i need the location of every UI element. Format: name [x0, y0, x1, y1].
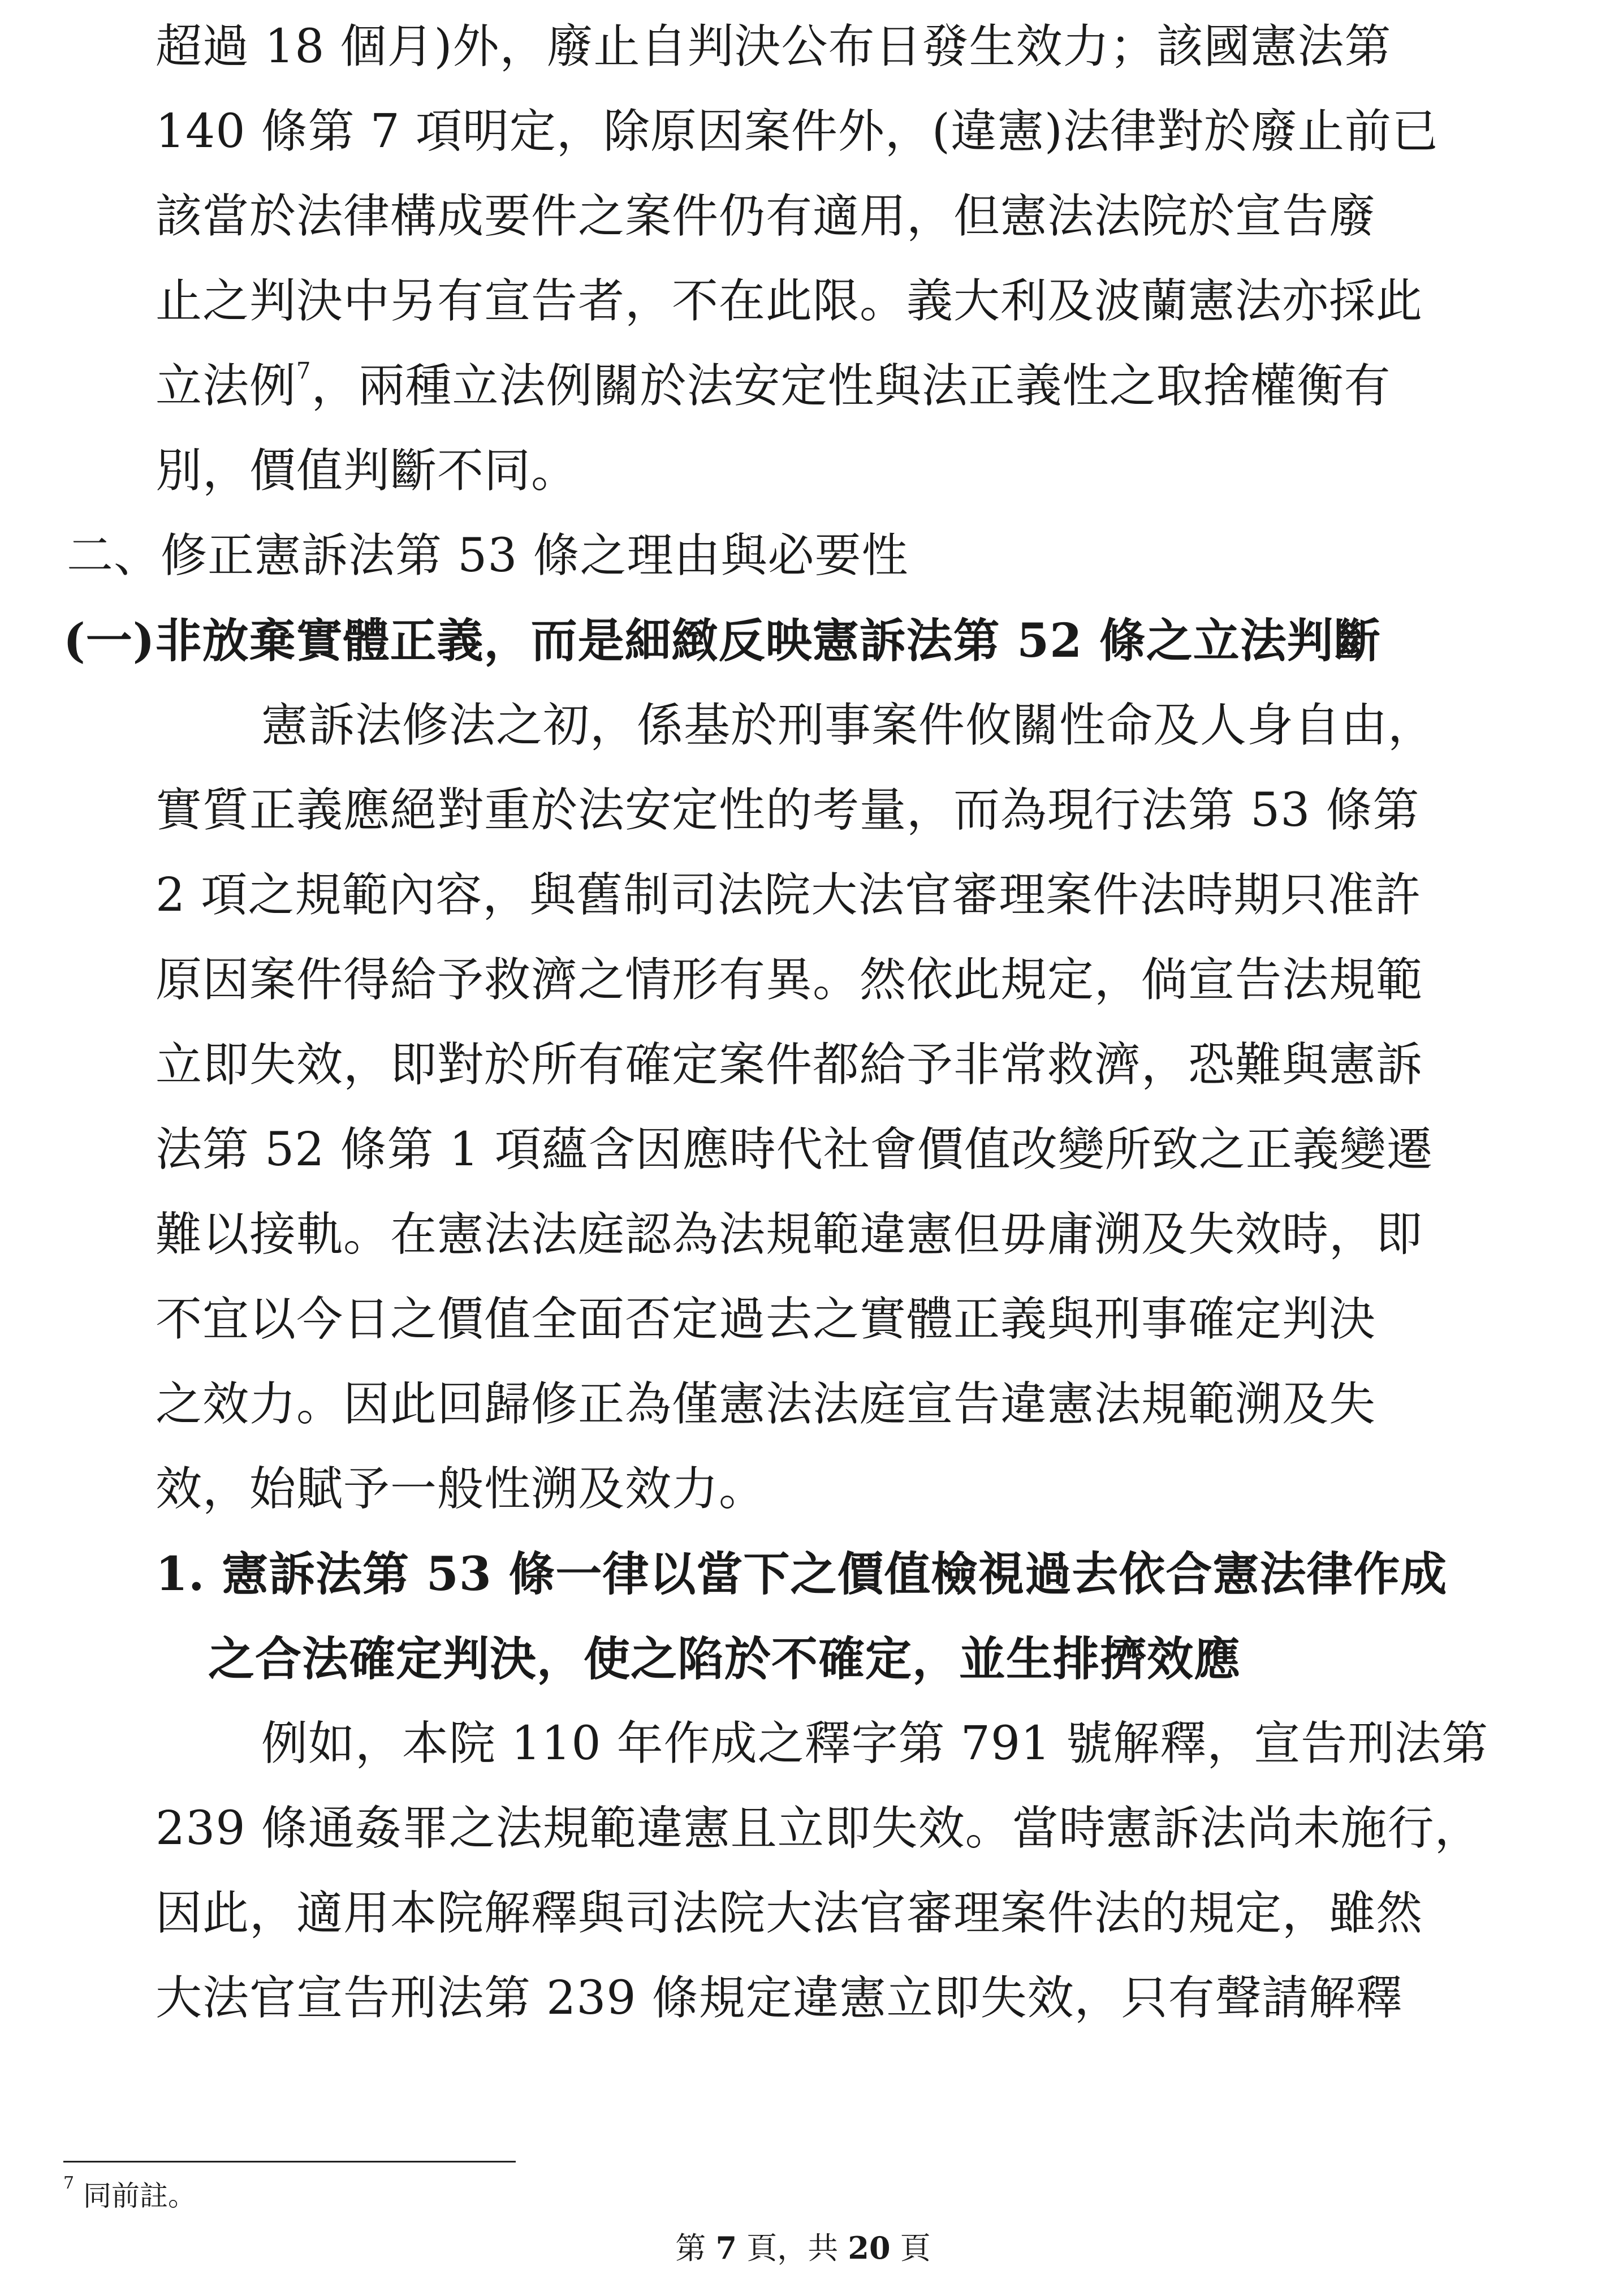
- body-text: ，兩種立法例關於法安定性與法正義性之取捨權衡有: [311, 359, 1391, 413]
- body-line: 止之判決中另有宣告者，不在此限。義大利及波蘭憲法亦採此: [156, 274, 1423, 328]
- subsection-heading: (一)非放棄實體正義，而是細緻反映憲訴法第 52 條之立法判斷: [63, 614, 1381, 668]
- body-line: 2 項之規範內容，與舊制司法院大法官審理案件法時期只准許: [156, 868, 1422, 922]
- body-line: 難以接軌。在憲法法庭認為法規範違憲但毋庸溯及失效時，即: [156, 1208, 1423, 1261]
- body-line: 239 條通姦罪之法規範違憲且立即失效。當時憲訴法尚未施行，: [156, 1802, 1482, 1855]
- body-line: 原因案件得給予救濟之情形有異。然依此規定，倘宣告法規範: [156, 953, 1423, 1007]
- page-middle: 頁，共: [737, 2230, 848, 2266]
- item-heading: 之合法確定判決，使之陷於不確定，並生排擠效應: [208, 1632, 1241, 1686]
- body-line: 實質正義應絕對重於法安定性的考量，而為現行法第 53 條第: [156, 783, 1420, 837]
- body-line: 因此，適用本院解釋與司法院大法官審理案件法的規定，雖然: [156, 1886, 1423, 1940]
- body-line: 該當於法律構成要件之案件仍有適用，但憲法法院於宣告廢: [156, 189, 1376, 243]
- footnote-ref: 7: [296, 358, 312, 384]
- body-line: 效，始賦予一般性溯及效力。: [156, 1462, 766, 1516]
- body-line: 憲訴法修法之初，係基於刑事案件攸關性命及人身自由，: [261, 699, 1435, 752]
- body-line: 法第 52 條第 1 項蘊含因應時代社會價值改變所致之正義變遷: [156, 1123, 1434, 1177]
- footnote-text: 同前註。: [83, 2179, 196, 2212]
- body-text: 立法例: [156, 359, 297, 413]
- section-heading: 二、修正憲訴法第 53 條之理由與必要性: [67, 529, 909, 583]
- page-current: 7: [715, 2230, 737, 2266]
- body-line: 140 條第 7 項明定，除原因案件外，(違憲)法律對於廢止前已: [156, 105, 1439, 158]
- body-line: 之效力。因此回歸修正為僅憲法法庭宣告違憲法規範溯及失: [156, 1377, 1376, 1431]
- footnote-divider: [63, 2161, 516, 2163]
- page-prefix: 第: [675, 2230, 716, 2266]
- body-line: 超過 18 個月)外，廢止自判決公布日發生效力；該國憲法第: [156, 20, 1392, 74]
- page-number: [0, 2224, 1606, 2268]
- page-total: 20: [848, 2230, 891, 2266]
- body-line: 大法官宣告刑法第 239 條規定違憲立即失效，只有聲請解釋: [156, 1971, 1403, 2025]
- footnote-number: 7: [63, 2173, 75, 2193]
- footnote: [63, 2173, 196, 2214]
- body-line: 立即失效，即對於所有確定案件都給予非常救濟，恐難與憲訴: [156, 1038, 1423, 1092]
- item-heading: 1. 憲訴法第 53 條一律以當下之價值檢視過去依合憲法律作成: [156, 1547, 1448, 1601]
- body-line: 不宜以今日之價值全面否定過去之實體正義與刑事確定判決: [156, 1293, 1376, 1346]
- page-suffix: 頁: [890, 2230, 931, 2266]
- body-line: 例如，本院 110 年作成之釋字第 791 號解釋，宣告刑法第: [261, 1717, 1489, 1771]
- body-line: 別，價值判斷不同。: [156, 444, 578, 498]
- body-line-with-footnote: [156, 358, 1391, 413]
